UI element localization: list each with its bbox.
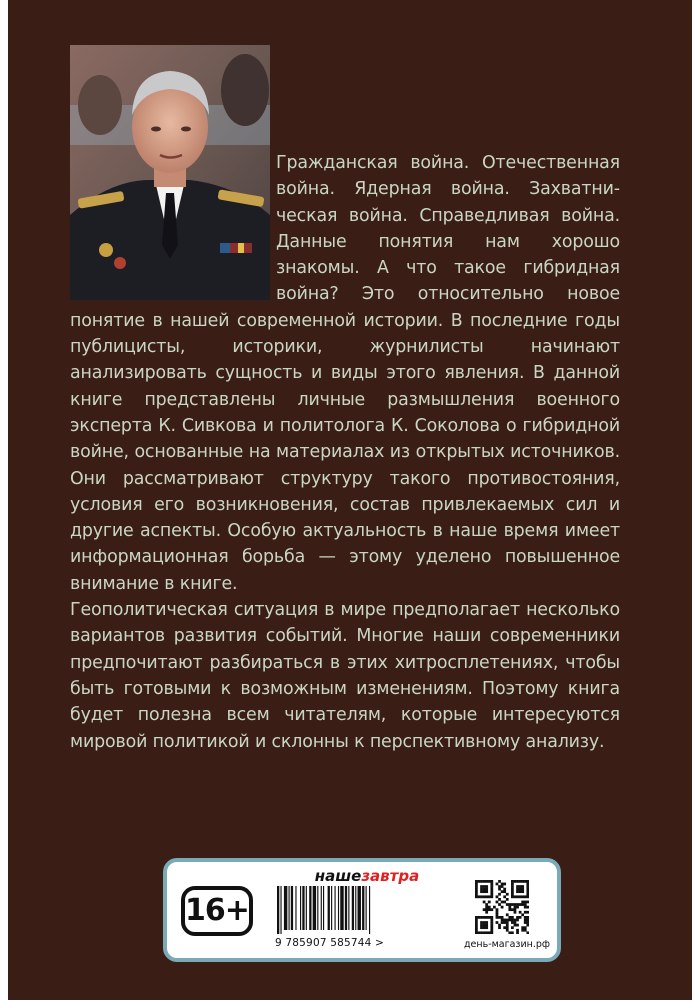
publisher-logo xyxy=(302,866,432,886)
blurb-paragraph-2: Геополитическая ситуация в мире предполагает несколько вариантов развития событий. Многие наши современники предпочитают разбираться в этих хитросплетениях, чтобы быть готовыми к возможным изменениям. Поэтому книга будет полезна всем читателям, которые интересуются мировой политикой и склонны к перспективному анализу. xyxy=(70,600,620,752)
qr-code-icon xyxy=(475,880,529,934)
info-panel xyxy=(163,858,561,962)
publisher-logo-part-2: завтра xyxy=(361,867,420,885)
isbn-barcode-icon xyxy=(275,886,425,934)
publisher-logo-part-1: наше xyxy=(314,867,362,885)
blurb-paragraph-1: Гражданская война. Отечественная война. Ядерная война. Захватническая война. Справедливая война. Данные понятия нам хорошо знакомы. А что такое гибридная война? Это относительно новое понятие в нашей современной истории. В последние годы публицисты, историки, журнилисты начинают анализировать сущность и виды этого явления. В данной книге представлены личные размышления военного эксперта К. Сивкова и политолога К. Соколова о гибридной войне, основанные на материалах из открытых источников. Они рассматривают структуру такого противостояния, условия его возникновения, состав привлекаемых сил и другие аспекты. Особую актуальность в наше время имеет информационная борьба — этому уделено повышенное внимание в книге. xyxy=(70,153,620,594)
isbn-number: 9 785907 585744 > xyxy=(275,937,385,949)
website-url: день-магазин.рф xyxy=(463,939,551,950)
blurb-text xyxy=(70,150,620,755)
age-rating-badge: 16+ xyxy=(181,886,253,936)
photo-spacer xyxy=(70,150,276,300)
book-back-cover xyxy=(8,0,692,1000)
